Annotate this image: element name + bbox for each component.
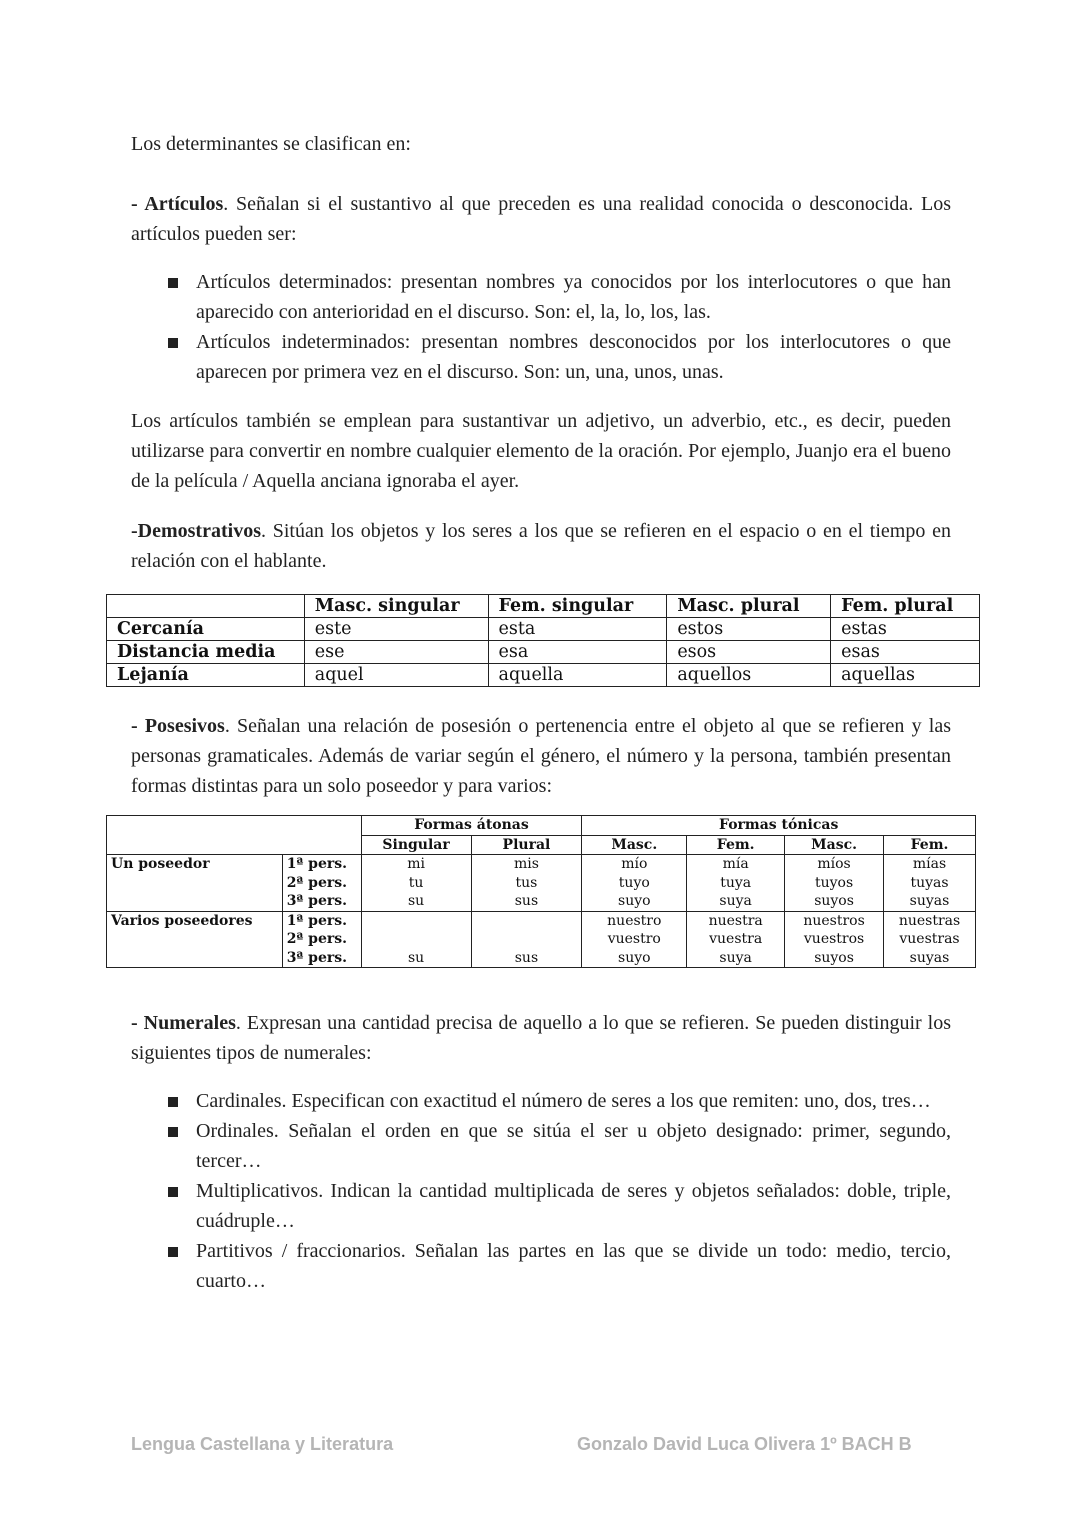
table-corner-cell	[107, 816, 362, 836]
table-cell: tuya	[687, 874, 785, 893]
table-cell-empty	[107, 892, 283, 911]
table-cell: tuyas	[884, 874, 976, 893]
table-row	[107, 855, 976, 874]
table-cell: esas	[831, 641, 980, 664]
posesivos-text: . Señalan una relación de posesión o pertenencia entre el objeto al que se refieren y las personas gramaticales. Además de variar según el género, el número y la persona, también presentan formas distintas para un solo poseedor y para varios:	[131, 715, 951, 797]
demostrativos-heading: Demostrativos	[137, 520, 261, 542]
table-cell: tus	[471, 874, 582, 893]
table-header-cell: Plural	[471, 835, 582, 855]
table-cell: esos	[667, 641, 831, 664]
table-cell: suyos	[785, 892, 884, 911]
table-header-cell: Fem. singular	[488, 595, 667, 618]
numerales-text: . Expresan una cantidad precisa de aquello a lo que se refieren. Se pueden distinguir los siguientes tipos de numerales:	[131, 1012, 951, 1064]
articulos-list	[160, 267, 951, 387]
list-item	[160, 1176, 951, 1236]
list-item	[160, 327, 951, 387]
group-label-varios-poseedores: Varios poseedores	[107, 911, 283, 930]
demostrativos-table	[106, 594, 980, 687]
table-cell: su	[361, 949, 471, 968]
table-cell-empty	[107, 949, 283, 968]
table-header-cell: Singular	[361, 835, 471, 855]
square-bullet-icon	[168, 338, 178, 348]
table-cell	[361, 911, 471, 930]
posesivos-table	[106, 815, 976, 968]
table-header-cell: Masc. singular	[304, 595, 488, 618]
table-cell: mío	[582, 855, 687, 874]
numerales-dash: -	[131, 1012, 144, 1034]
table-cell: aquellos	[667, 664, 831, 687]
list-item-text: Ordinales. Señalan el orden en que se sitúa el ser u objeto designado: primer, segundo, tercer…	[196, 1120, 951, 1172]
table-cell: suyo	[582, 892, 687, 911]
table-cell: aquella	[488, 664, 667, 687]
numerales-list	[160, 1086, 951, 1296]
formas-atonas-header: Formas átonas	[361, 816, 582, 836]
table-cell: suya	[687, 949, 785, 968]
persona-cell: 2ª pers.	[282, 874, 361, 893]
table-cell: tuyo	[582, 874, 687, 893]
table-cell	[471, 911, 582, 930]
table-row-header: Distancia media	[107, 641, 305, 664]
demostrativos-text: . Sitúan los objetos y los seres a los que se refieren en el espacio o en el tiempo en relación con el hablante.	[131, 520, 951, 572]
articulos-extra-paragraph: Los artículos también se emplean para sustantivar un adjetivo, un adverbio, etc., es decir, pueden utilizarse para convertir en nombre cualquier elemento de la oración. Por ejemplo, Juanjo era el bueno de la película / Aquella anciana ignoraba el ayer.	[131, 410, 951, 492]
list-item-text: Partitivos / fraccionarios. Señalan las partes en las que se divide un todo: medio, tercio, cuarto…	[196, 1240, 951, 1292]
table-row	[107, 949, 976, 968]
table-cell	[361, 930, 471, 949]
table-cell: tu	[361, 874, 471, 893]
table-row	[107, 641, 980, 664]
numerales-paragraph	[131, 1008, 951, 1068]
table-cell-empty	[107, 930, 283, 949]
square-bullet-icon	[168, 1187, 178, 1197]
table-cell: estos	[667, 618, 831, 641]
table-header-row	[107, 595, 980, 618]
table-header-cell: Fem. plural	[831, 595, 980, 618]
list-item	[160, 1116, 951, 1176]
table-row	[107, 664, 980, 687]
table-row-header: Cercanía	[107, 618, 305, 641]
table-cell	[471, 930, 582, 949]
table-cell: sus	[471, 949, 582, 968]
persona-cell: 1ª pers.	[282, 911, 361, 930]
table-cell: suyas	[884, 949, 976, 968]
table-row	[107, 930, 976, 949]
table-row	[107, 911, 976, 930]
intro-paragraph: Los determinantes se clasifican en:	[131, 133, 411, 155]
table-cell: estas	[831, 618, 980, 641]
table-header-row	[107, 816, 976, 836]
table-cell: suyas	[884, 892, 976, 911]
footer-subject: Lengua Castellana y Literatura	[131, 1434, 394, 1454]
table-header-cell: Fem.	[687, 835, 785, 855]
list-item	[160, 1086, 951, 1116]
table-row	[107, 892, 976, 911]
articulos-dash: -	[131, 193, 145, 215]
table-cell: nuestro	[582, 911, 687, 930]
list-item-text: Cardinales. Especifican con exactitud el número de seres a los que remiten: uno, dos, tres…	[196, 1090, 931, 1112]
table-row	[107, 618, 980, 641]
list-item-text: Artículos determinados: presentan nombres ya conocidos por los interlocutores o que han aparecido con anterioridad en el discurso. Son: el, la, lo, los, las.	[196, 271, 951, 323]
persona-cell: 3ª pers.	[282, 949, 361, 968]
table-cell: mía	[687, 855, 785, 874]
table-cell: aquellas	[831, 664, 980, 687]
table-header-cell: Masc. plural	[667, 595, 831, 618]
table-cell: este	[304, 618, 488, 641]
table-cell: vuestras	[884, 930, 976, 949]
table-cell: mis	[471, 855, 582, 874]
table-corner-cell	[107, 835, 362, 855]
group-label-un-poseedor: Un poseedor	[107, 855, 283, 874]
table-cell: nuestros	[785, 911, 884, 930]
formas-tonicas-header: Formas tónicas	[582, 816, 976, 836]
persona-cell: 3ª pers.	[282, 892, 361, 911]
table-cell: mías	[884, 855, 976, 874]
table-row	[107, 874, 976, 893]
posesivos-dash: -	[131, 715, 145, 737]
table-cell: esta	[488, 618, 667, 641]
table-cell: su	[361, 892, 471, 911]
square-bullet-icon	[168, 278, 178, 288]
square-bullet-icon	[168, 1247, 178, 1257]
table-cell: míos	[785, 855, 884, 874]
table-header-cell: Masc.	[582, 835, 687, 855]
table-cell: nuestras	[884, 911, 976, 930]
list-item	[160, 267, 951, 327]
posesivos-paragraph	[131, 711, 951, 801]
table-header-row	[107, 835, 976, 855]
articulos-text: . Señalan si el sustantivo al que preceden es una realidad conocida o desconocida. Los artículos pueden ser:	[131, 193, 952, 245]
table-cell: suyo	[582, 949, 687, 968]
table-cell-empty	[107, 874, 283, 893]
persona-cell: 2ª pers.	[282, 930, 361, 949]
table-cell: vuestro	[582, 930, 687, 949]
square-bullet-icon	[168, 1127, 178, 1137]
table-corner-cell	[107, 595, 305, 618]
numerales-heading: Numerales	[143, 1012, 236, 1034]
table-cell: nuestra	[687, 911, 785, 930]
persona-cell: 1ª pers.	[282, 855, 361, 874]
table-header-cell: Masc.	[785, 835, 884, 855]
articulos-paragraph	[131, 189, 951, 249]
list-item-text: Artículos indeterminados: presentan nombres desconocidos por los interlocutores o que aparecen por primera vez en el discurso. Son: un, una, unos, unas.	[196, 331, 951, 383]
list-item-text: Multiplicativos. Indican la cantidad multiplicada de seres y objetos señalados: doble, triple, cuádruple…	[196, 1180, 951, 1232]
table-cell: mi	[361, 855, 471, 874]
table-cell: esa	[488, 641, 667, 664]
square-bullet-icon	[168, 1097, 178, 1107]
footer-author: Gonzalo David Luca Olivera 1º BACH B	[577, 1434, 912, 1454]
table-cell: vuestros	[785, 930, 884, 949]
table-cell: suyos	[785, 949, 884, 968]
table-cell: ese	[304, 641, 488, 664]
table-cell: vuestra	[687, 930, 785, 949]
posesivos-heading: Posesivos	[144, 715, 225, 737]
list-item	[160, 1236, 951, 1296]
table-cell: sus	[471, 892, 582, 911]
table-cell: suya	[687, 892, 785, 911]
table-cell: aquel	[304, 664, 488, 687]
table-header-cell: Fem.	[884, 835, 976, 855]
table-cell: tuyos	[785, 874, 884, 893]
table-row-header: Lejanía	[107, 664, 305, 687]
demostrativos-paragraph	[131, 516, 951, 576]
demostrativos-dash: -	[131, 520, 138, 542]
articulos-heading: Artículos	[144, 193, 224, 215]
